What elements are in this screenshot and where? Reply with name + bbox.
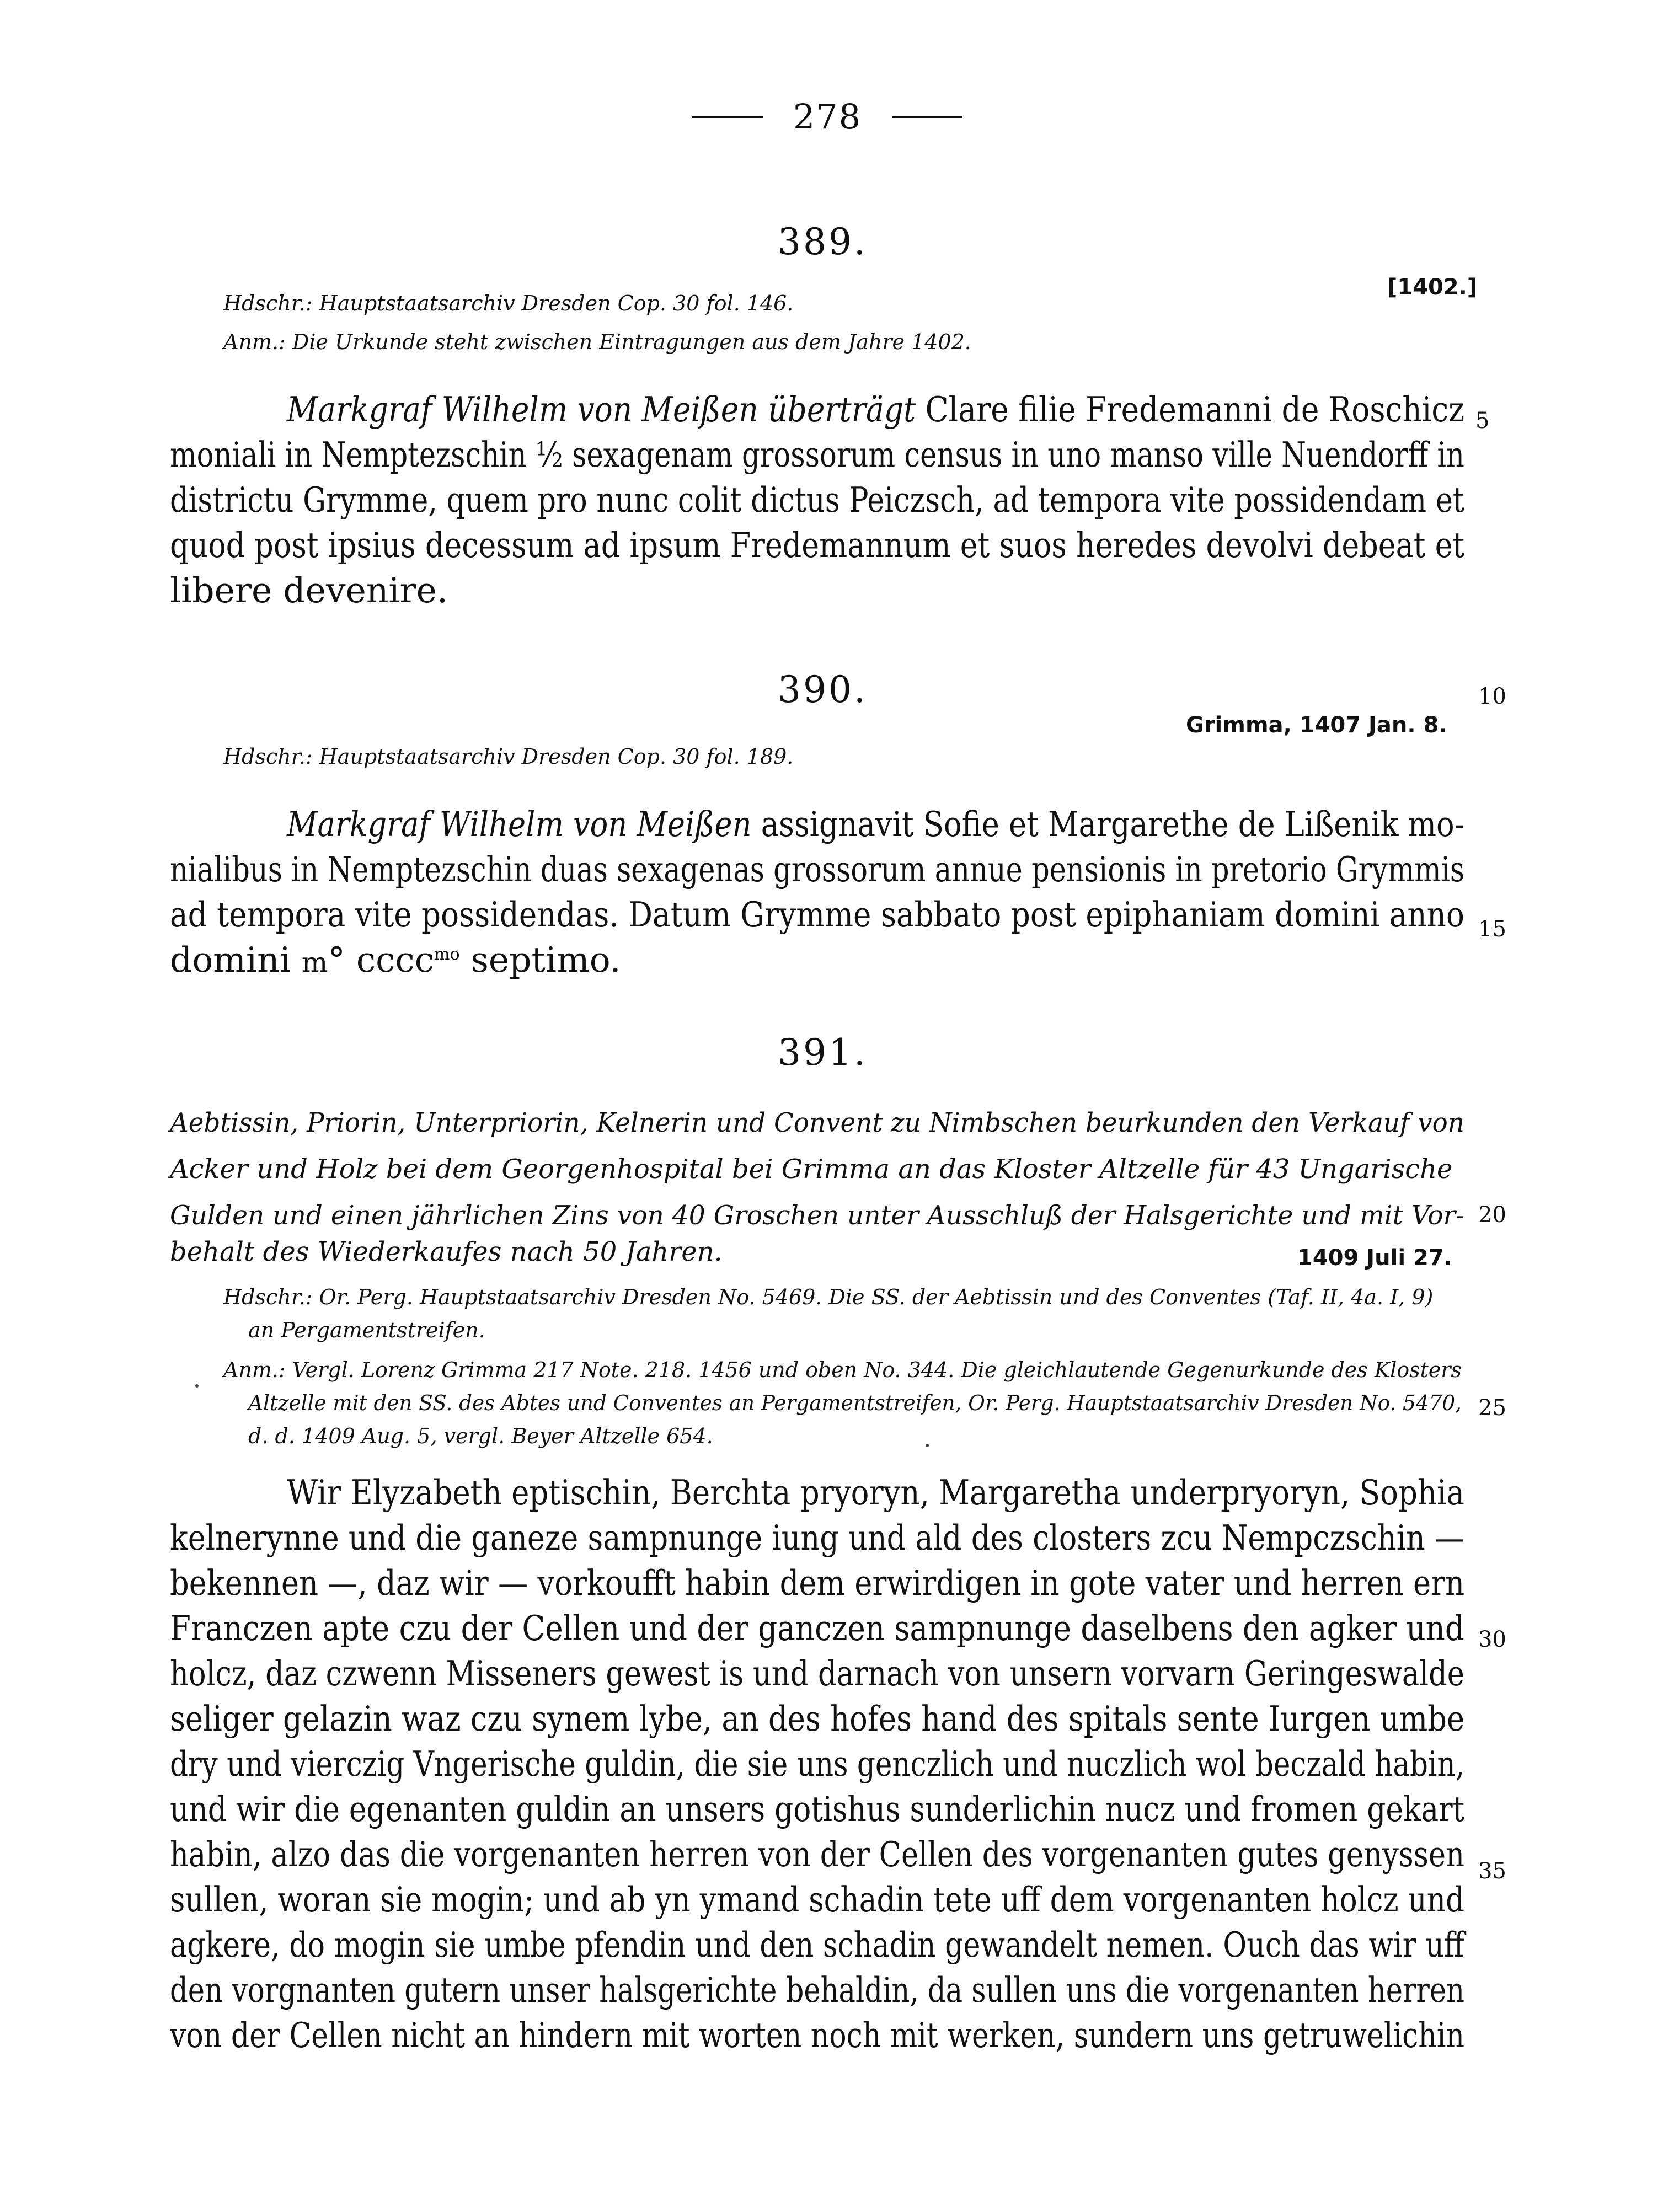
text-line: habin, alzo das die vorgenanten herren von der Cellen des vorgenanten gutes genyssen bbox=[170, 1834, 1465, 1874]
page-number: 278 bbox=[793, 97, 862, 137]
document-number-391: 391. bbox=[778, 1031, 868, 1074]
regest-line: behalt des Wiederkaufes nach 50 Jahren. bbox=[170, 1236, 723, 1267]
source-line: Hdschr.: Or. Perg. Hauptstaatsarchiv Dresden No. 5469. Die SS. der Aebtissin und des Conventes (Taf. II, 4a. I, 9) bbox=[223, 1285, 1434, 1309]
text-line: seliger gelazin waz czu synem lybe, an des hofes hand des spitals sente Iurgen umbe bbox=[170, 1699, 1465, 1739]
header-rule-right bbox=[892, 116, 962, 118]
annotation-line: Anm.: Die Urkunde steht zwischen Eintragungen aus dem Jahre 1402. bbox=[223, 330, 971, 354]
regest-line: Gulden und einen jährlichen Zins von 40 Groschen unter Ausschluß der Halsgerichte und mit Vor- bbox=[170, 1200, 1464, 1231]
margin-line-number: 20 bbox=[1478, 1202, 1506, 1228]
text-line: districtu Grymme, quem pro nunc colit dictus Peiczsch, ad tempora vite possidendam et bbox=[170, 480, 1464, 520]
text-line: kelnerynne und die ganeze sampnunge iung und ald des closters zcu Nempczschin — bbox=[170, 1518, 1465, 1558]
margin-line-number: 5 bbox=[1475, 408, 1490, 433]
line-text: ° cccc bbox=[328, 940, 434, 980]
document-date-389: [1402.] bbox=[1387, 275, 1478, 300]
margin-line-number: 25 bbox=[1478, 1395, 1506, 1421]
italic-heading-text: Markgraf Wilhelm von Meißen überträgt bbox=[287, 389, 916, 430]
annotation-line: Anm.: Vergl. Lorenz Grimma 217 Note. 218. 1456 und oben No. 344. Die gleichlautende Gegenurkunde des Klosters bbox=[223, 1358, 1462, 1382]
text-line: bekennen —, daz wir — vorkoufft habin dem erwirdigen in gote vater und herren ern bbox=[170, 1563, 1465, 1603]
margin-line-number: 10 bbox=[1478, 684, 1506, 709]
regest-line: Acker und Holz bei dem Georgenhospital bei Grimma an das Kloster Altzelle für 43 Ungarische bbox=[170, 1154, 1453, 1185]
text-line: Wir Elyzabeth eptischin, Berchta pryoryn, Margaretha underpryoryn, Sophia bbox=[287, 1472, 1465, 1513]
document-date-391: 1409 Juli 27. bbox=[1297, 1245, 1452, 1271]
text-line: holcz, daz czwenn Misseners gewest is und darnach von unsern vorvarn Geringeswalde bbox=[170, 1653, 1464, 1694]
text-line: ad tempora vite possidendas. Datum Grymme sabbato post epiphaniam domini anno bbox=[170, 895, 1464, 935]
annotation-line: Altzelle mit den SS. des Abtes und Conventes an Pergamentstreifen, Or. Perg. Hauptstaatsarchiv Dresden No. 5470, bbox=[248, 1391, 1462, 1415]
text-line: dry und vierczig Vngerische guldin, die sie uns genczlich und nuczlich wol beczald habin, bbox=[170, 1744, 1465, 1784]
speck-mark bbox=[926, 1444, 929, 1447]
text-line: agkere, do mogin sie umbe pfendin und den schadin gewandelt nemen. Ouch das wir uff bbox=[170, 1925, 1465, 1965]
text-line bbox=[287, 389, 1464, 430]
document-number-390: 390. bbox=[778, 668, 868, 711]
source-line: Hdschr.: Hauptstaatsarchiv Dresden Cop. 30 fol. 146. bbox=[223, 291, 794, 315]
margin-line-number: 35 bbox=[1478, 1858, 1506, 1884]
text-line bbox=[170, 940, 621, 980]
source-line: Hdschr.: Hauptstaatsarchiv Dresden Cop. 30 fol. 189. bbox=[223, 745, 794, 769]
document-date-390: Grimma, 1407 Jan. 8. bbox=[1186, 713, 1447, 738]
text-line: moniali in Nemptezschin ½ sexagenam grossorum census in uno manso ville Nuendorff in bbox=[170, 435, 1464, 475]
page-header bbox=[662, 97, 993, 137]
margin-line-number: 30 bbox=[1478, 1627, 1506, 1652]
document-number-389: 389. bbox=[778, 221, 868, 263]
superscript-text: mo bbox=[434, 945, 460, 964]
text-line: libere devenire. bbox=[170, 570, 448, 610]
annotation-line: d. d. 1409 Aug. 5, vergl. Beyer Altzelle 654. bbox=[248, 1424, 713, 1448]
text-line: und wir die egenanten guldin an unsers gotishus sunderlichin nucz und fromen gekart bbox=[170, 1789, 1465, 1829]
text-line: sullen, woran sie mogin; und ab yn ymand schadin tete uff dem vorgenanten holcz und bbox=[170, 1879, 1465, 1920]
line-text: domini bbox=[170, 940, 302, 980]
text-line: nialibus in Nemptezschin duas sexagenas grossorum annue pensionis in pretorio Grymmis bbox=[170, 849, 1465, 890]
text-line: den vorgnanten gutern unser halsgerichte behaldin, da sullen uns die vorgenanten herren bbox=[170, 1970, 1465, 2010]
text-line: quod post ipsius decessum ad ipsum Fredemannum et suos heredes devolvi debeat et bbox=[170, 525, 1465, 565]
regest-line: Aebtissin, Priorin, Unterpriorin, Kelnerin und Convent zu Nimbschen beurkunden den Verkauf von bbox=[170, 1107, 1464, 1138]
speck-mark bbox=[195, 1384, 199, 1388]
line-text: septimo. bbox=[459, 940, 621, 980]
line-text: assignavit Sofie et Margarethe de Lißenik mo- bbox=[751, 804, 1464, 844]
text-line bbox=[287, 804, 1464, 844]
header-rule-left bbox=[692, 116, 763, 118]
italic-heading-text: Markgraf Wilhelm von Meißen bbox=[287, 804, 752, 844]
text-line: Franczen apte czu der Cellen und der ganczen sampnunge daselbens den agker und bbox=[170, 1608, 1464, 1648]
small-caps-text: m bbox=[301, 946, 328, 978]
margin-line-number: 15 bbox=[1478, 917, 1506, 942]
source-line: an Pergamentstreifen. bbox=[248, 1318, 485, 1342]
text-line: von der Cellen nicht an hindern mit worten noch mit werken, sundern uns getruwelichin bbox=[170, 2015, 1465, 2055]
line-text: Clare filie Fredemanni de Roschicz bbox=[916, 389, 1465, 430]
